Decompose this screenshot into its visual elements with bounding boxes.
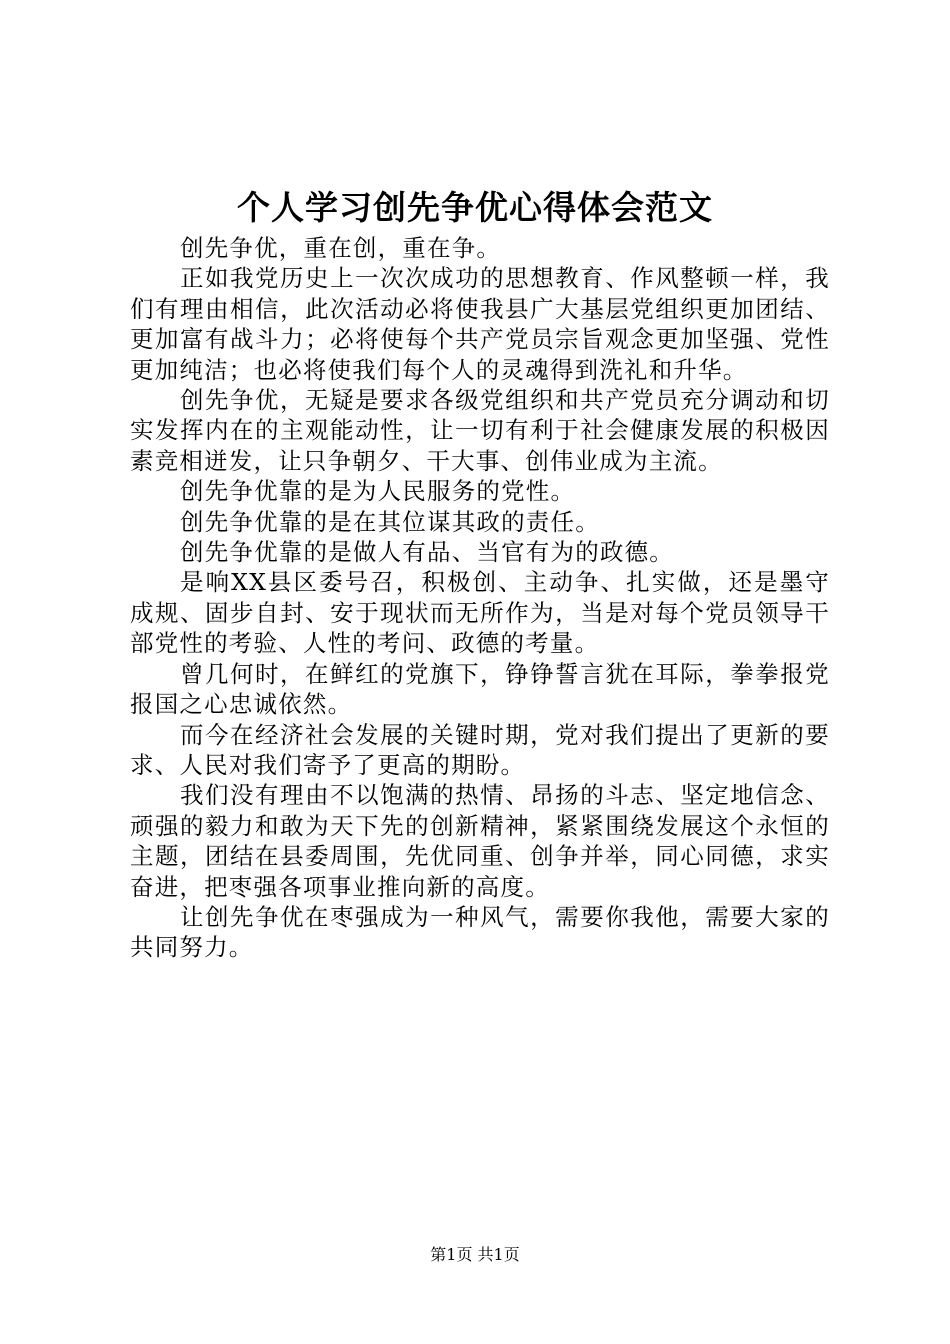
paragraph: 而今在经济社会发展的关键时期，党对我们提出了更新的要求、人民对我们寄予了更高的期盼。 xyxy=(130,720,830,779)
paragraph: 创先争优靠的是做人有品、当官有为的政德。 xyxy=(180,538,674,567)
paragraph: 正如我党历史上一次次成功的思想教育、作风整顿一样，我们有理由相信，此次活动必将使我县广大基层党组织更加团结、更加富有战斗力；必将使每个共产党员宗旨观念更加坚强、党性更加纯洁；也必将使我们每个人的灵魂得到洗礼和升华。 xyxy=(130,264,830,384)
document-body xyxy=(130,233,830,963)
document-title: 个人学习创先争优心得体会范文 xyxy=(237,188,713,227)
paragraph: 创先争优靠的是为人民服务的党性。 xyxy=(180,477,576,506)
paragraph: 创先争优靠的是在其位谋其政的责任。 xyxy=(180,507,600,536)
paragraph: 我们没有理由不以饱满的热情、昂扬的斗志、坚定地信念、顽强的毅力和敢为天下先的创新精神，紧紧围绕发展这个永恒的主题，团结在县委周围，先优同重、创争并举，同心同德，求实奋进，把枣强各项事业推向新的高度。 xyxy=(130,781,830,901)
paragraph: 创先争优，无疑是要求各级党组织和共产党员充分调动和切实发挥内在的主观能动性，让一切有利于社会健康发展的积极因素竞相迸发，让只争朝夕、干大事、创伟业成为主流。 xyxy=(130,386,830,475)
paragraph: 曾几何时，在鲜红的党旗下，铮铮誓言犹在耳际，拳拳报党报国之心忠诚依然。 xyxy=(130,659,830,719)
page-footer: 第1页 共1页 xyxy=(430,1245,520,1264)
paragraph: 让创先争优在枣强成为一种风气，需要你我他，需要大家的共同努力。 xyxy=(130,902,830,962)
paragraph: 是响XX县区委号召，积极创、主动争、扎实做，还是墨守成规、固步自封、安于现状而无所作为，当是对每个党员领导干部党性的考验、人性的考问、政德的考量。 xyxy=(130,568,830,658)
paragraph: 创先争优，重在创，重在争。 xyxy=(180,234,502,262)
